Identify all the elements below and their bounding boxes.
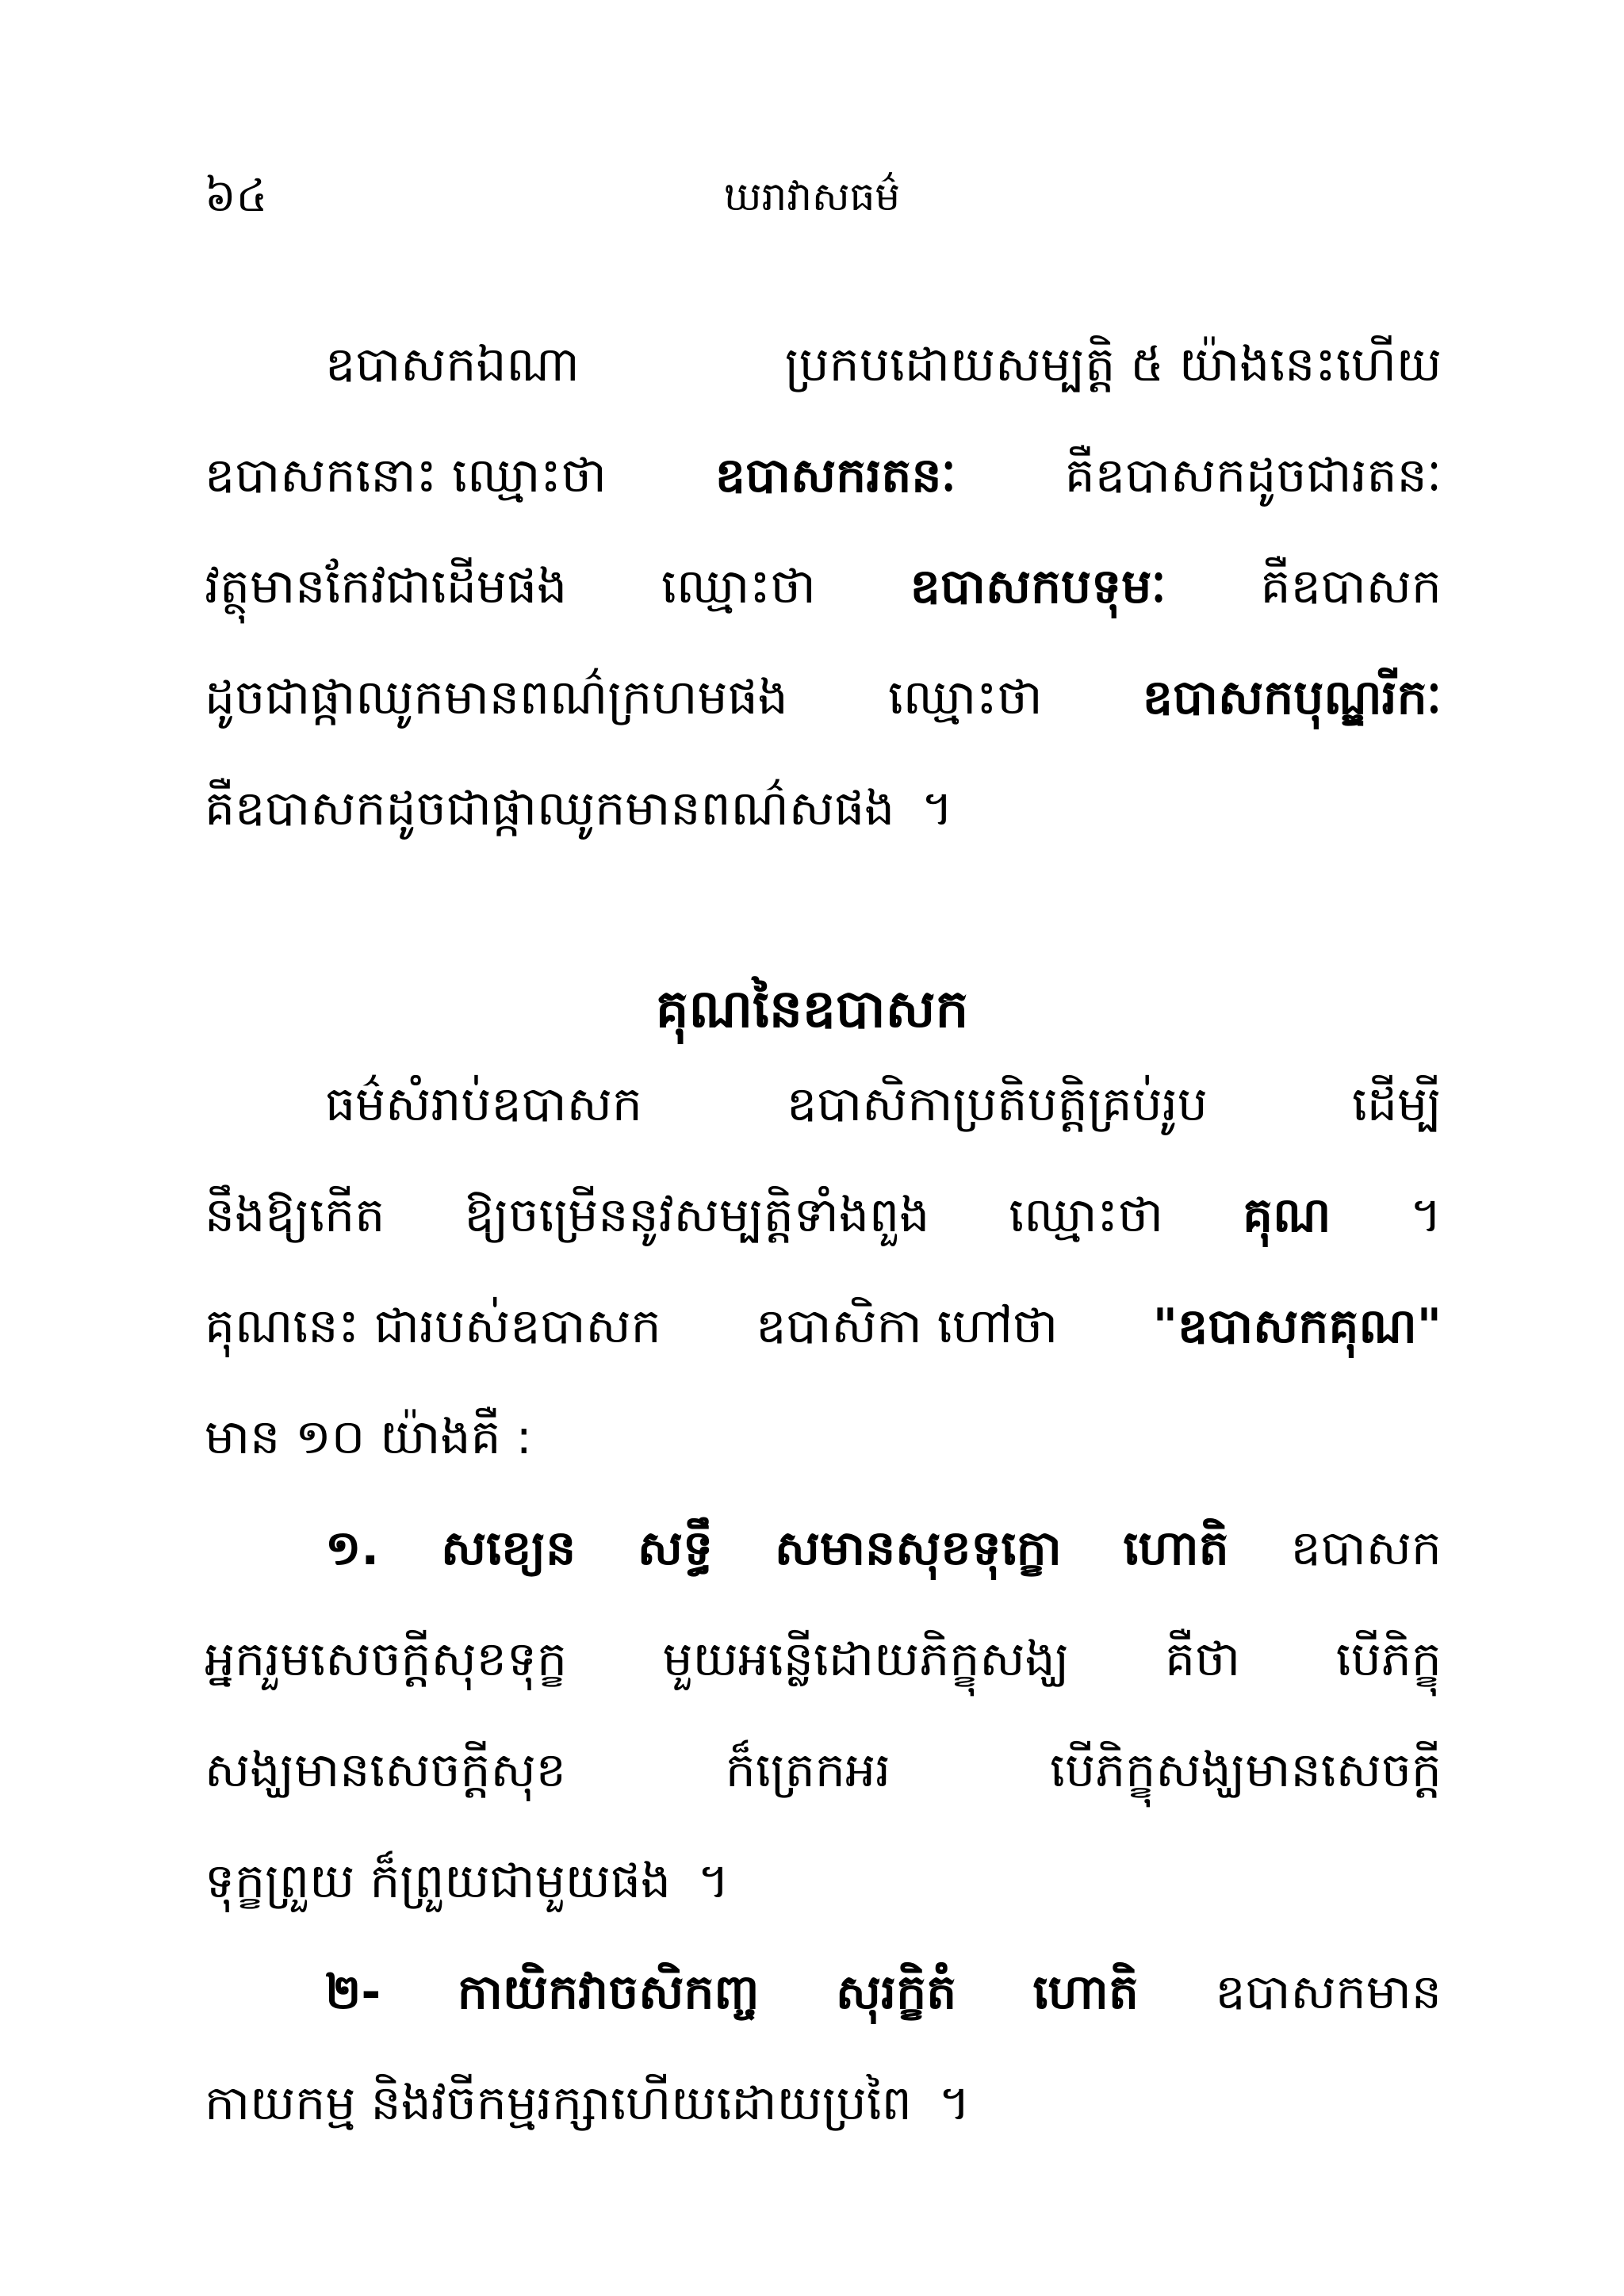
bold-term: ហោតិ — [1123, 1521, 1229, 1576]
text-segment: ឧបាសក — [1290, 1521, 1442, 1576]
text-segment: ក៏ត្រេកអរ — [725, 1743, 891, 1798]
text-segment: ឈ្មោះថា — [661, 559, 816, 614]
list-item-line — [325, 1505, 1442, 1592]
text-segment: អ្នករួមសេចក្ដីសុខទុក្ខ — [205, 1632, 568, 1687]
text-segment: ឱ្យចម្រើននូវសម្បត្តិទាំងពួង — [464, 1188, 930, 1243]
section-heading: គុណនៃឧបាសក — [655, 978, 969, 1039]
bold-term: សទ្ធឹ — [637, 1521, 714, 1576]
page-number: ៦៤ — [205, 170, 268, 222]
text-segment: មួយអន្លើដោយភិក្ខុសង្ឃ — [662, 1632, 1070, 1687]
text-segment: ដូចជាផ្កាឈូកមានពណ៌ក្រហមផង — [205, 670, 788, 725]
list-item-line — [205, 1616, 1442, 1703]
running-header-title: ឃរាវាសធម៌ — [723, 174, 901, 220]
bold-term: សុរក្ខិតំ — [835, 1965, 957, 2020]
text-segment: ឈ្មោះថា — [1009, 1188, 1164, 1243]
text-segment: ឈ្មោះថា — [887, 670, 1043, 725]
bold-term: ឧបាសកបទុមៈ — [910, 559, 1166, 614]
paragraph-line — [205, 1172, 1442, 1259]
text-segment: គុណនេះ ជារបស់ឧបាសក — [205, 1299, 661, 1354]
bold-term: "ឧបាសកគុណ" — [1152, 1299, 1442, 1354]
bold-term: ឧបាសករតនៈ — [714, 448, 956, 503]
paragraph-line — [205, 1283, 1442, 1370]
paragraph-line — [205, 765, 1442, 852]
text-segment: ដើម្បី — [1351, 1077, 1442, 1132]
text-segment: កាយកម្ម និងវចីកម្មរក្សាហើយដោយប្រពៃ — [205, 2076, 912, 2131]
text-segment: នឹងឱ្យកើត — [205, 1188, 385, 1243]
bold-term: ហោតិ — [1032, 1965, 1139, 2020]
list-item-line — [325, 1949, 1442, 2036]
list-item-line — [205, 2060, 1442, 2147]
bold-term: សមានសុខទុក្ខោ — [774, 1521, 1062, 1576]
text-segment: ឧបាសកមាន — [1215, 1965, 1442, 2020]
text-segment: ឧបាសកនោះ ឈ្មោះថា — [205, 448, 607, 503]
text-segment: ។ — [698, 1854, 730, 1909]
bold-term: គុណ — [1243, 1188, 1331, 1243]
text-segment: ឧបាសកឯណា — [325, 337, 580, 392]
text-segment: បើភិក្ខុ — [1335, 1632, 1442, 1687]
text-segment: ធម៌សំរាប់ឧបាសក — [325, 1077, 642, 1132]
bold-term: សខេ្យន — [440, 1521, 576, 1576]
text-segment: ឧបាសិកាប្រតិបត្តិគ្រប់រូប — [786, 1077, 1208, 1132]
paragraph-line — [205, 654, 1442, 741]
item-number: ២- — [325, 1965, 381, 2020]
text-segment: គឺឧបាសកដូចជាផ្កាឈូកមានពណ៌សផង — [205, 781, 895, 836]
text-segment: គឺឧបាសក — [1260, 559, 1442, 614]
text-segment: បើភិក្ខុសង្ឃមានសេចក្ដី — [1050, 1743, 1442, 1798]
paragraph-line — [205, 432, 1442, 519]
paragraph-line — [325, 321, 1442, 408]
paragraph-line — [325, 1061, 1442, 1148]
text-segment: សង្ឃមានសេចក្ដីសុខ — [205, 1743, 566, 1798]
text-segment: គឺថា — [1164, 1632, 1241, 1687]
list-item-line — [205, 1727, 1442, 1814]
text-segment: ប្រកបដោយសម្បត្តិ ៥ យ៉ាងនេះហើយ — [784, 337, 1442, 392]
text-segment: ។ — [938, 2076, 971, 2131]
paragraph-line — [205, 543, 1442, 630]
list-item-line — [205, 1838, 1442, 1925]
text-segment: ។ — [1410, 1188, 1442, 1243]
bold-term: កាយិកវាចសិកញ្ច — [457, 1965, 760, 2020]
item-number: ១. — [325, 1521, 380, 1576]
text-segment: គឺឧបាសកដូចជារតនៈ — [1064, 448, 1442, 503]
paragraph-line — [205, 1394, 1442, 1481]
bold-term: ឧបាសកបុណ្ឌរីកៈ — [1142, 670, 1442, 725]
text-segment: មាន ១០ យ៉ាងគឺ : — [205, 1410, 532, 1465]
text-segment: ទុក្ខព្រួយ ក៏ព្រួយជាមួយផង — [205, 1854, 672, 1909]
text-segment: ។ — [921, 781, 953, 836]
text-segment: ឧបាសិកា ហៅថា — [756, 1299, 1059, 1354]
text-segment: វត្ថុមានកែវជាដើមផង — [205, 559, 568, 614]
